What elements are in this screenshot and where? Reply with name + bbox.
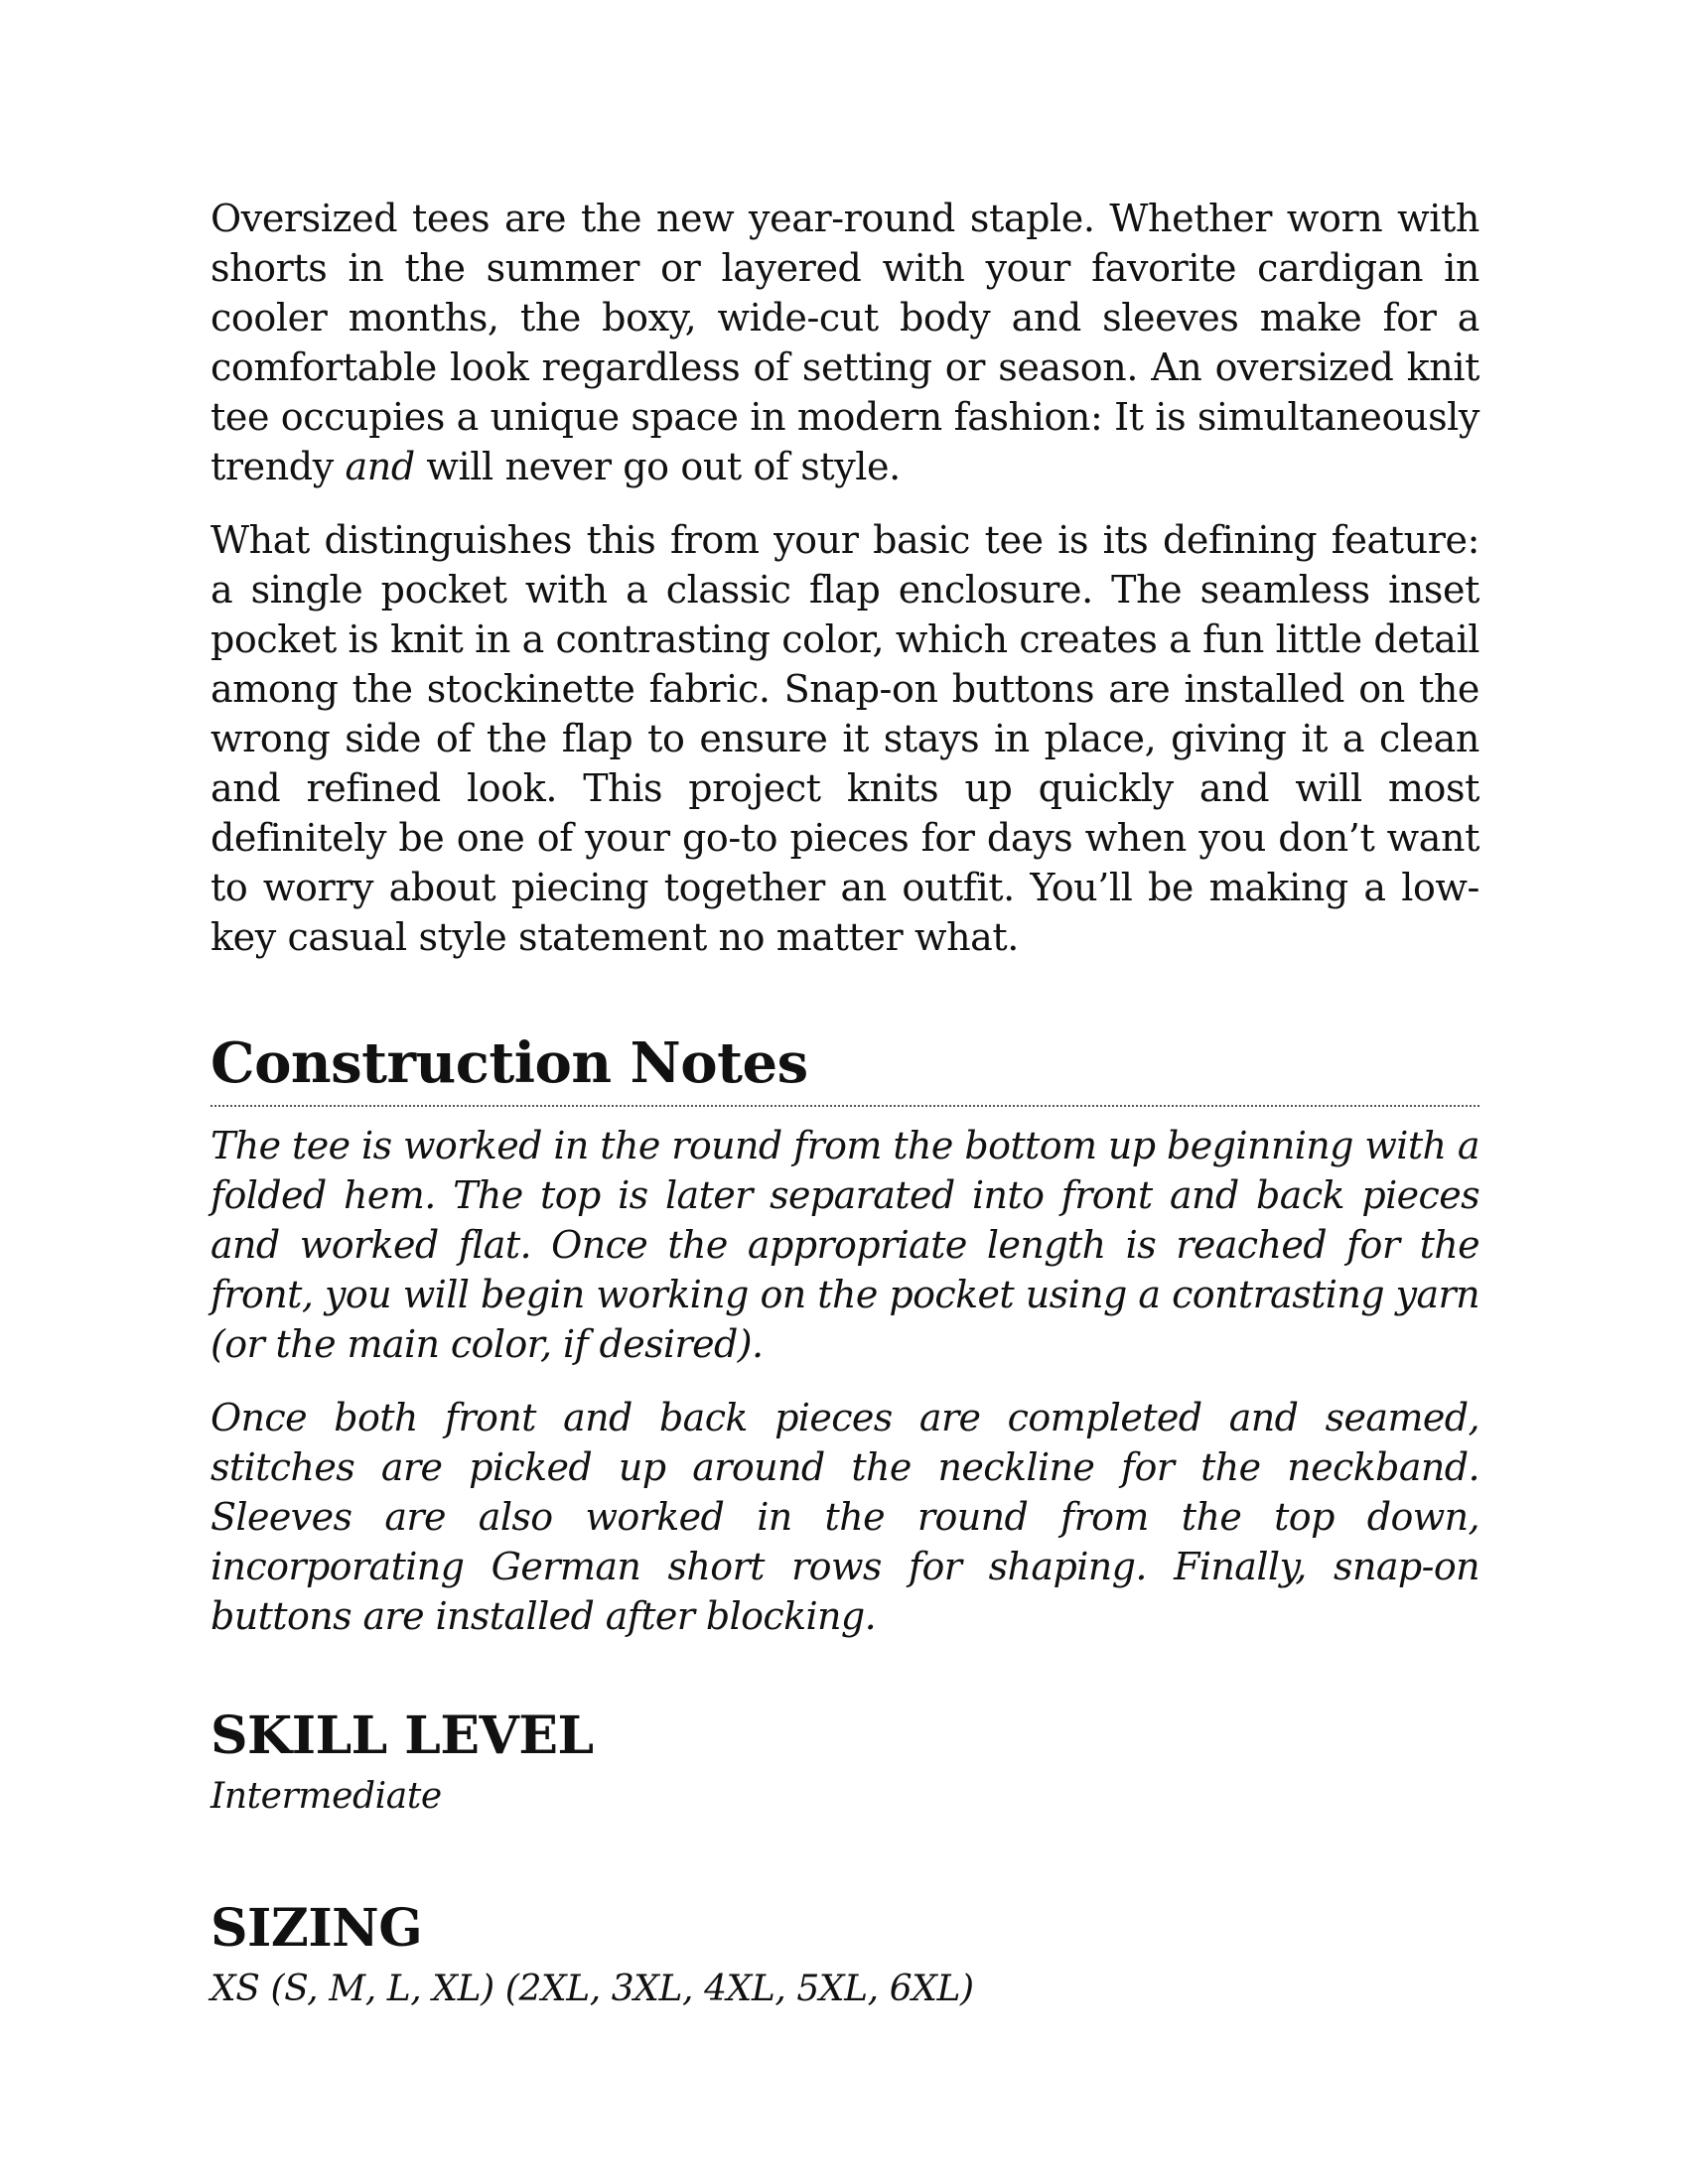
sizing-value: XS (S, M, L, XL) (2XL, 3XL, 4XL, 5XL, 6XL) — [211, 1969, 974, 2009]
construction-paragraph-1: The tee is worked in the round from the bottom up beginning with a folded hem. The top is later separated into front and back pieces and worked flat. Once the appropriate length is reached for the front, you will begin working on the pocket using a contrasting yarn (or the main color, if desired). — [211, 1124, 1479, 1366]
intro-paragraph-2: What distinguishes this from your basic tee is its defining feature: a single pocket with a classic flap enclosure. The seamless inset pocket is knit in a contrasting color, which creates a fun little detail among the stockinette fabric. Snap-on buttons are installed on the wrong side of the flap to ensure it stays in place, giving it a clean and refined look. This project knits up quickly and will most definitely be one of your go-to pieces for days when you don’t want to worry about piecing together an outfit. You’ll be making a low-key casual style statement no matter what. — [211, 518, 1479, 959]
intro-text-end: will never go out of style. — [414, 445, 901, 488]
skill-level-value: Intermediate — [211, 1776, 442, 1817]
intro-paragraph-1 — [211, 194, 1479, 491]
construction-notes-heading: Construction Notes — [211, 1030, 808, 1096]
construction-paragraph-2: Once both front and back pieces are completed and seamed, stitches are picked up around the neckline for the neckband. Sleeves are also worked in the round from the top down, incorporating German short rows for shaping. Finally, snap-on buttons are installed after blocking. — [211, 1396, 1479, 1638]
sizing-heading: SIZING — [211, 1898, 423, 1959]
section-divider — [211, 1105, 1479, 1107]
intro-text-start: Oversized tees are the new year-round staple. Whether worn with shorts in the summer or layered with your favorite cardigan in cooler months, the boxy, wide-cut body and sleeves make for a comfortable look regardless of setting or season. An oversized knit tee occupies a unique space in modern fashion: It is simultaneously trendy — [211, 197, 1479, 488]
intro-emphasis: and — [345, 445, 415, 488]
document-page — [211, 194, 1479, 2012]
skill-level-heading: SKILL LEVEL — [211, 1706, 594, 1766]
